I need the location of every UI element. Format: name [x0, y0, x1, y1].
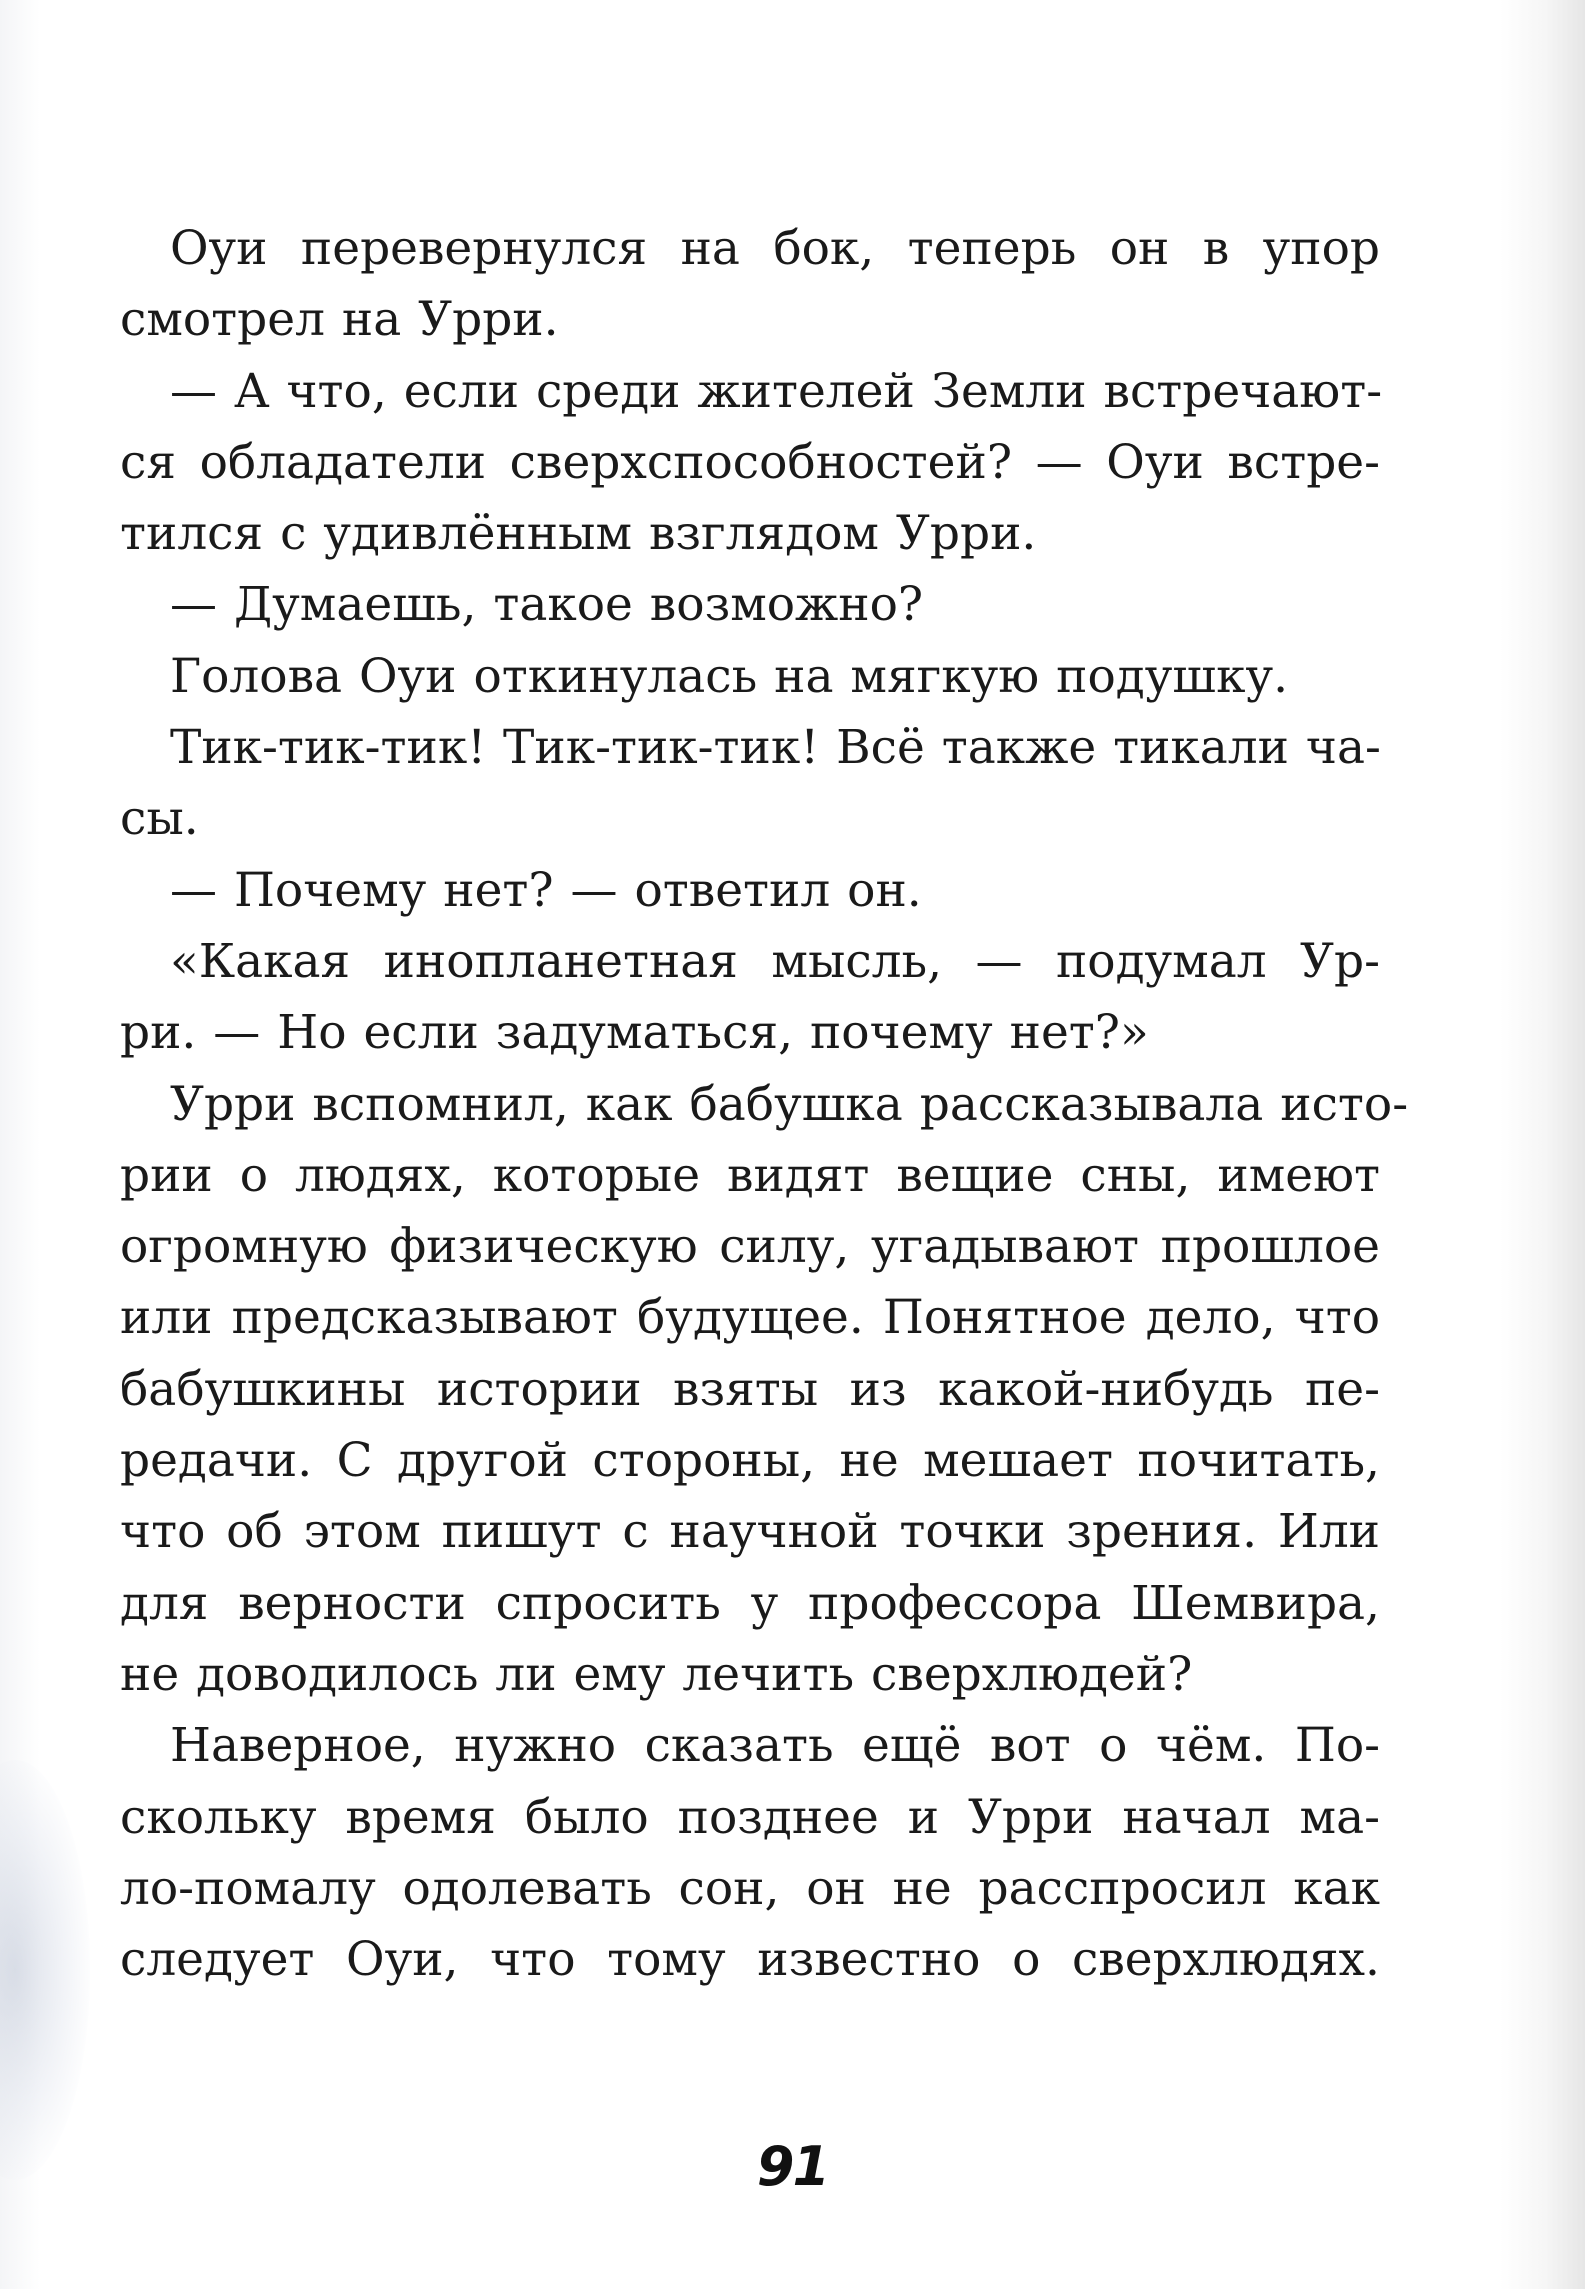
text-line: или предсказывают будущее. Понятное дело, что: [120, 1290, 1380, 1346]
text-line: скольку время было позднее и Урри начал ма-: [120, 1789, 1380, 1845]
text-line: Наверное, нужно сказать ещё вот о чём. По-: [170, 1718, 1380, 1774]
text-line: редачи. С другой стороны, не мешает почитать,: [120, 1433, 1380, 1489]
text-line: ся обладатели сверхспособностей? — Оуи встре-: [120, 434, 1380, 490]
text-line: рии о людях, которые видят вещие сны, имеют: [120, 1147, 1380, 1203]
text-line: огромную физическую силу, угадывают прошлое: [120, 1219, 1380, 1275]
text-line: Оуи перевернулся на бок, теперь он в упор: [170, 221, 1380, 276]
text-line: Урри вспомнил, как бабушка рассказывала исто-: [170, 1076, 1409, 1132]
text-line: бабушкины истории взяты из какой-нибудь пе-: [120, 1361, 1380, 1417]
text-line: для верности спросить у профессора Шемвира,: [120, 1575, 1380, 1631]
text-line: тился с удивлённым взглядом Урри.: [120, 506, 1037, 562]
text-line: «Какая инопланетная мысль, — подумал Ур-: [170, 933, 1380, 989]
body-text: [120, 213, 1409, 1995]
text-line: — Думаешь, такое возможно?: [170, 577, 924, 633]
text-line: сы.: [120, 791, 199, 847]
page-smudge: [0, 1760, 90, 2180]
text-line: не доводилось ли ему лечить сверхлюдей?: [120, 1646, 1193, 1702]
text-line: что об этом пишут с научной точки зрения. Или: [120, 1504, 1380, 1560]
text-line: ри. — Но если задуматься, почему нет?»: [120, 1005, 1149, 1061]
text-line: Голова Оуи откинулась на мягкую подушку.: [170, 648, 1289, 704]
text-line: — Почему нет? — ответил он.: [170, 862, 922, 918]
text-line: следует Оуи, что тому известно о сверхлюдях.: [120, 1932, 1380, 1988]
text-line: Тик-тик-тик! Тик-тик-тик! Всё также тикали ча-: [170, 720, 1381, 776]
text-line: смотрел на Урри.: [120, 292, 559, 348]
text-line: ло-помалу одолевать сон, он не расспросил как: [120, 1860, 1380, 1916]
page-number: 91: [756, 2135, 829, 2198]
text-line: — А что, если среди жителей Земли встречают-: [170, 363, 1383, 419]
